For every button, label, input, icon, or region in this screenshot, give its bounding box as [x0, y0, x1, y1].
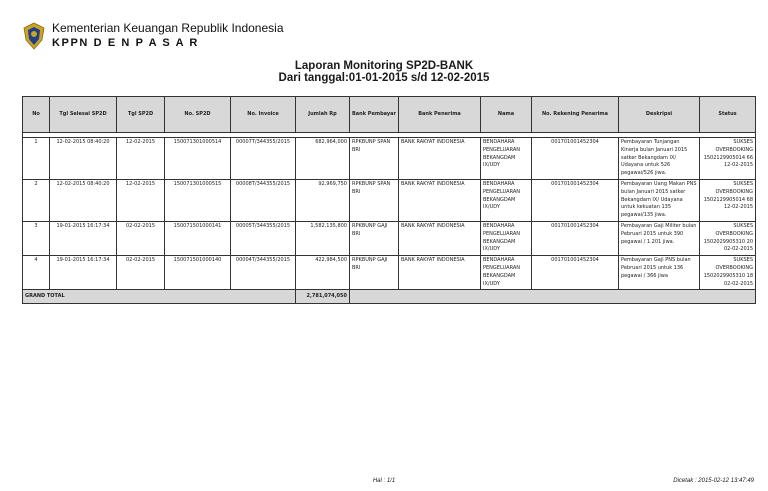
report-date-range: Dari tanggal:01-01-2015 s/d 12-02-2015 — [278, 72, 490, 84]
col-header-jumlah: Jumlah Rp — [296, 97, 350, 133]
ministry-of-finance-logo-icon — [22, 22, 46, 50]
cell-no-invoice: 00004T/344355/2015 — [231, 256, 296, 290]
cell-no-rekening: 001701001452304 — [532, 179, 619, 221]
cell-bank-penerima: BANK RAKYAT INDONESIA — [399, 138, 481, 180]
cell-no-sp2d: 150071501000141 — [165, 221, 231, 255]
cell-tgl-sp2d: 12-02-2015 — [117, 138, 165, 180]
cell-status: SUKSES OVERBOOKING 1502029905310 20 02-02-2015 — [700, 221, 756, 255]
col-header-tgl-sp2d: Tgl SP2D — [117, 97, 165, 133]
table-row — [23, 221, 756, 255]
col-header-no-invoice: No. Invoice — [231, 97, 296, 133]
cell-no-rekening: 001701001452304 — [532, 256, 619, 290]
cell-tgl-selesai: 19-01-2015 16:17:34 — [50, 256, 117, 290]
cell-nama: BENDAHARA PENGELUARAN BEKANGDAM IX/UDY — [481, 138, 532, 180]
col-header-deskripsi: Deskripsi — [619, 97, 700, 133]
cell-deskripsi: Pembayaran Gaji PNS bulan Pebruari 2015 untuk 136 pegawai / 366 jiwa — [619, 256, 700, 290]
organization-name: Kementerian Keuangan Republik Indonesia — [52, 21, 284, 35]
cell-nama: BENDAHARA PENGELUARAN BEKANGDAM IX/UDY — [481, 221, 532, 255]
cell-status: SUKSES OVERBOOKING 1502129905014 66 12-02-2015 — [700, 138, 756, 180]
table-row — [23, 138, 756, 180]
cell-jumlah: 682,964,000 — [296, 138, 350, 180]
cell-no-rekening: 001701001452304 — [532, 138, 619, 180]
report-title-block — [0, 60, 768, 85]
col-header-tgl-selesai: Tgl Selesai SP2D — [50, 97, 117, 133]
cell-tgl-selesai: 12-02-2015 08:40:20 — [50, 179, 117, 221]
report-title: Laporan Monitoring SP2D-BANK — [294, 60, 474, 72]
grand-total-label: GRAND TOTAL — [23, 290, 296, 304]
grand-total-filler — [350, 290, 756, 304]
cell-tgl-sp2d: 02-02-2015 — [117, 221, 165, 255]
cell-bank-penerima: BANK RAKYAT INDONESIA — [399, 221, 481, 255]
cell-no-sp2d: 150071301000515 — [165, 179, 231, 221]
cell-bank-pembayar: RPKBUNP SPAN BRI — [350, 138, 399, 180]
cell-no-invoice: 00005T/344355/2015 — [231, 221, 296, 255]
office-name: KPPN D E N P A S A R — [52, 37, 199, 49]
cell-bank-pembayar: RPKBUNP GAJI BRI — [350, 256, 399, 290]
table-header-row — [23, 97, 756, 133]
cell-jumlah: 92,969,750 — [296, 179, 350, 221]
grand-total-value: 2,781,074,050 — [296, 290, 350, 304]
cell-bank-penerima: BANK RAKYAT INDONESIA — [399, 256, 481, 290]
cell-bank-pembayar: RPKBUNP SPAN BRI — [350, 179, 399, 221]
cell-tgl-selesai: 12-02-2015 08:40:20 — [50, 138, 117, 180]
page-number: Hal : 1/1 — [372, 478, 396, 484]
cell-deskripsi: Pembayaran Gaji Militer bulan Pebruari 2015 untuk 390 pegawai / 1.201 jiwa. — [619, 221, 700, 255]
cell-nama: BENDAHARA PENGELUARAN BEKANGDAM IX/UDY — [481, 256, 532, 290]
cell-bank-pembayar: RPKBUNP GAJI BRI — [350, 221, 399, 255]
cell-nama: BENDAHARA PENGELUARAN BEKANGDAM IX/UDY — [481, 179, 532, 221]
cell-no-sp2d: 150071501000140 — [165, 256, 231, 290]
table-row — [23, 179, 756, 221]
cell-deskripsi: Pembayaran Uang Makan PNS bulan Januari 2015 satker Bekangdam IX/ Udayana untuk kekuatan 135 pegawai/135 jiwa. — [619, 179, 700, 221]
table-row — [23, 256, 756, 290]
cell-jumlah: 422,984,500 — [296, 256, 350, 290]
cell-tgl-sp2d: 02-02-2015 — [117, 256, 165, 290]
cell-no: 4 — [23, 256, 50, 290]
col-header-no: No — [23, 97, 50, 133]
printed-timestamp: Dicetak : 2015-02-12 13:47:49 — [673, 478, 754, 484]
cell-no-invoice: 00008T/344355/2015 — [231, 179, 296, 221]
cell-no-rekening: 001701001452304 — [532, 221, 619, 255]
col-header-status: Status — [700, 97, 756, 133]
cell-status: SUKSES OVERBOOKING 1502029905310 18 02-02-2015 — [700, 256, 756, 290]
col-header-nama: Nama — [481, 97, 532, 133]
col-header-bank-pembayar: Bank Pembayar — [350, 97, 399, 133]
cell-deskripsi: Pembayaran Tunjangan Kinerja bulan Januari 2015 satker Bekangdam IX/ Udayana untuk 526 pegawai/526 jiwa. — [619, 138, 700, 180]
sp2d-table — [22, 96, 756, 304]
cell-status: SUKSES OVERBOOKING 1502129905014 68 12-02-2015 — [700, 179, 756, 221]
cell-no-invoice: 00007T/344355/2015 — [231, 138, 296, 180]
col-header-no-sp2d: No. SP2D — [165, 97, 231, 133]
cell-bank-penerima: BANK RAKYAT INDONESIA — [399, 179, 481, 221]
cell-no: 1 — [23, 138, 50, 180]
col-header-bank-penerima: Bank Penerima — [399, 97, 481, 133]
cell-no-sp2d: 150071301000514 — [165, 138, 231, 180]
cell-no: 3 — [23, 221, 50, 255]
cell-tgl-sp2d: 12-02-2015 — [117, 179, 165, 221]
cell-no: 2 — [23, 179, 50, 221]
col-header-no-rekening: No. Rekening Penerima — [532, 97, 619, 133]
cell-jumlah: 1,582,135,800 — [296, 221, 350, 255]
grand-total-row — [23, 290, 756, 304]
cell-tgl-selesai: 19-01-2015 16:17:34 — [50, 221, 117, 255]
